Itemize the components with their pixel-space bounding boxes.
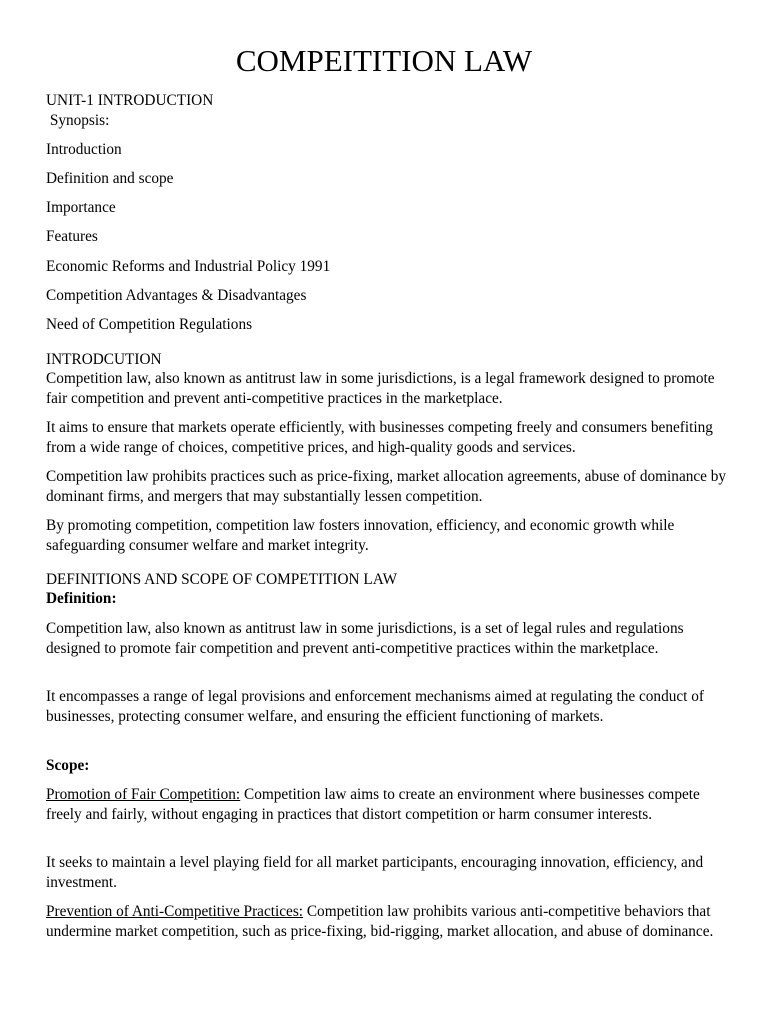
synopsis-label: Synopsis: [46, 112, 110, 129]
synopsis-item: Need of Competition Regulations [46, 316, 253, 333]
definitions-heading: DEFINITIONS AND SCOPE OF COMPETITION LAW [46, 571, 398, 588]
intro-paragraph: Competition law prohibits practices such as price-fixing, market allocation agreements, abuse of dominance by dominant firms, and mergers that may substantially lessen competition. [46, 468, 727, 505]
scope-term: Promotion of Fair Competition: [46, 786, 241, 803]
synopsis-item: Economic Reforms and Industrial Policy 1991 [46, 258, 331, 275]
scope-term: Prevention of Anti-Competitive Practices: [46, 903, 304, 920]
synopsis-item: Definition and scope [46, 170, 174, 187]
synopsis-item: Features [46, 228, 98, 245]
scope-paragraph [46, 902, 736, 941]
definition-label: Definition: [46, 590, 117, 607]
intro-heading: INTRODCUTION [46, 351, 162, 368]
document-title: COMPEITITION LAW [235, 43, 533, 78]
intro-paragraph: It aims to ensure that markets operate efficiently, with businesses competing freely and consumers benefiting from a wide range of choices, competitive prices, and high-quality goods and services. [46, 419, 713, 456]
synopsis-item: Competition Advantages & Disadvantages [46, 287, 307, 304]
intro-paragraph: By promoting competition, competition law fosters innovation, efficiency, and economic growth while safeguarding consumer welfare and market integrity. [46, 517, 675, 554]
unit-heading: UNIT-1 INTRODUCTION [46, 92, 214, 109]
definition-paragraph: Competition law, also known as antitrust law in some jurisdictions, is a set of legal rules and regulations designed to promote fair competition and prevent anti-competitive practices within the marketplace. [46, 620, 684, 657]
scope-text: Competition law aims to create an environment where businesses compete freely and fairly, without engaging in practices that distort competition or harm consumer interests. [46, 786, 700, 823]
intro-paragraph: Competition law, also known as antitrust law in some jurisdictions, is a legal framework designed to promote fair competition and prevent anti-competitive practices in the marketplace. [46, 370, 715, 407]
synopsis-item: Introduction [46, 141, 122, 158]
definition-paragraph: It encompasses a range of legal provisions and enforcement mechanisms aimed at regulating the conduct of businesses, protecting consumer welfare, and ensuring the efficient functioning of markets. [46, 688, 704, 725]
scope-paragraph [46, 785, 736, 824]
synopsis-item: Importance [46, 199, 116, 216]
scope-paragraph: It seeks to maintain a level playing field for all market participants, encouraging innovation, efficiency, and investment. [46, 854, 704, 891]
scope-label: Scope: [46, 757, 90, 774]
scope-text: Competition law prohibits various anti-competitive behaviors that undermine market competition, such as price-fixing, bid-rigging, market allocation, and abuse of dominance. [46, 903, 714, 940]
